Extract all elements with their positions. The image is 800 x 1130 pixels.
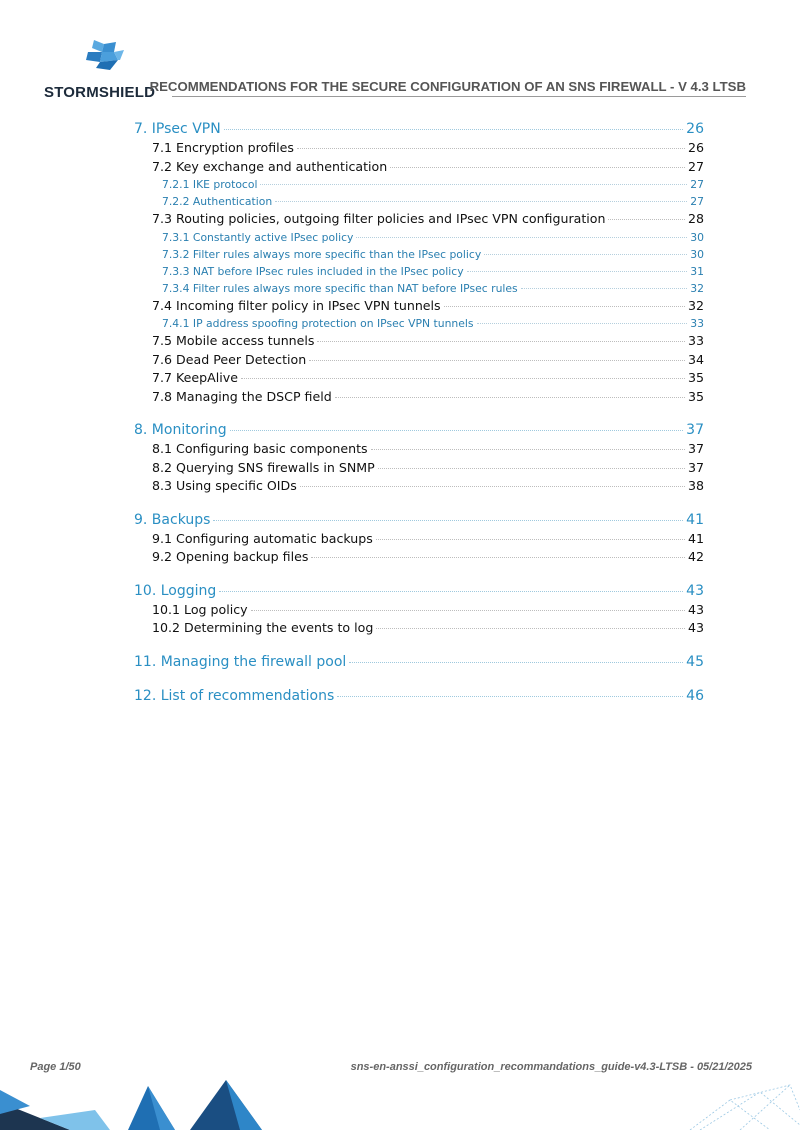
- toc-entry-title: 7.6 Dead Peer Detection: [152, 351, 307, 367]
- toc-entry-level-2[interactable]: [134, 351, 704, 370]
- toc-dot-leader: [275, 201, 687, 202]
- toc-entry-page: 32: [687, 297, 704, 313]
- toc-dot-leader: [311, 557, 685, 558]
- toc-entry-level-1[interactable]: [134, 582, 704, 601]
- toc-entry-title: 8.1 Configuring basic components: [152, 441, 368, 456]
- toc-entry-level-1[interactable]: [134, 687, 704, 706]
- toc-entry-title: 7.2.1 IKE protocol: [162, 178, 258, 191]
- toc-entry-title: 10. Logging: [134, 582, 217, 599]
- toc-dot-leader: [444, 306, 685, 307]
- toc-entry-title: 8. Monitoring: [134, 422, 227, 438]
- toc-entry-title: 7.4.1 IP address spoofing protection on IPsec VPN tunnels: [162, 317, 474, 330]
- toc-entry-page: 33: [690, 317, 704, 330]
- toc-dot-leader: [335, 397, 685, 398]
- toc-entry-level-2[interactable]: [134, 530, 704, 549]
- toc-dot-leader: [317, 341, 684, 342]
- toc-entry-title: 10.1 Log policy: [152, 601, 248, 617]
- toc-entry-page: 37: [687, 459, 704, 475]
- toc-dot-leader: [371, 449, 685, 450]
- toc-entry-title: 7.3.2 Filter rules always more specific than the IPsec policy: [162, 247, 482, 261]
- toc-entry-level-2[interactable]: [134, 440, 704, 459]
- toc-entry-level-3[interactable]: [134, 229, 704, 246]
- toc-entry-page: 27: [687, 158, 704, 174]
- toc-entry-page: 27: [690, 195, 704, 208]
- toc-entry-level-1[interactable]: [134, 511, 704, 530]
- toc-dot-leader: [376, 628, 685, 629]
- toc-entry-page: 41: [687, 530, 704, 546]
- toc-entry-title: 7.2 Key exchange and authentication: [152, 158, 388, 174]
- header-title: RECOMMENDATIONS FOR THE SECURE CONFIGURATION OF AN SNS FIREWALL - V 4.3 LTSB: [149, 79, 746, 94]
- toc-dot-leader: [309, 360, 685, 361]
- toc-entry-level-3[interactable]: [134, 193, 704, 210]
- toc-entry-title: 7.3 Routing policies, outgoing filter policies and IPsec VPN configuration: [152, 211, 606, 226]
- toc-entry-level-3[interactable]: [134, 280, 704, 297]
- toc-entry-level-3[interactable]: [134, 315, 704, 332]
- toc-entry-level-2[interactable]: [134, 548, 704, 567]
- toc-dot-leader: [260, 184, 687, 185]
- table-of-contents: [134, 120, 704, 706]
- toc-entry-level-1[interactable]: [134, 120, 704, 139]
- toc-entry-page: 43: [686, 582, 704, 599]
- toc-entry-page: 46: [686, 687, 704, 704]
- footer-decoration: [0, 1080, 800, 1130]
- toc-entry-level-2[interactable]: [134, 388, 704, 407]
- toc-entry-page: 38: [687, 478, 704, 493]
- toc-entry-title: 7.1 Encryption profiles: [152, 140, 294, 155]
- toc-entry-level-2[interactable]: [134, 369, 704, 388]
- toc-entry-title: 8.2 Querying SNS firewalls in SNMP: [152, 459, 375, 475]
- toc-entry-title: 7.7 KeepAlive: [152, 370, 238, 385]
- toc-entry-page: 26: [687, 140, 704, 155]
- toc-entry-page: 43: [687, 620, 704, 635]
- toc-entry-title: 10.2 Determining the events to log: [152, 620, 374, 635]
- toc-entry-level-1[interactable]: [134, 653, 704, 672]
- toc-entry-level-2[interactable]: [134, 477, 704, 496]
- toc-dot-leader: [230, 430, 683, 431]
- toc-entry-page: 28: [687, 211, 704, 226]
- toc-entry-page: 35: [687, 370, 704, 385]
- toc-entry-title: 7. IPsec VPN: [134, 121, 221, 137]
- toc-dot-leader: [297, 148, 685, 149]
- toc-dot-leader: [390, 167, 685, 168]
- toc-dot-leader: [349, 662, 683, 663]
- toc-entry-level-2[interactable]: [134, 210, 704, 229]
- toc-entry-page: 26: [686, 121, 704, 137]
- toc-dot-leader: [521, 288, 688, 289]
- toc-dot-leader: [378, 468, 685, 469]
- toc-entry-title: 9.1 Configuring automatic backups: [152, 530, 373, 546]
- toc-entry-page: 41: [686, 511, 704, 528]
- toc-entry-page: 30: [690, 230, 704, 244]
- toc-entry-page: 34: [687, 351, 704, 367]
- toc-entry-level-2[interactable]: [134, 459, 704, 478]
- toc-entry-title: 7.8 Managing the DSCP field: [152, 388, 332, 404]
- toc-dot-leader: [467, 271, 688, 272]
- toc-dot-leader: [356, 237, 687, 238]
- toc-entry-page: 35: [687, 388, 704, 404]
- toc-dot-leader: [477, 323, 688, 324]
- toc-dot-leader: [241, 378, 685, 379]
- toc-entry-title: 7.3.3 NAT before IPsec rules included in the IPsec policy: [162, 264, 464, 278]
- toc-entry-page: 37: [687, 441, 704, 456]
- toc-dot-leader: [300, 486, 685, 487]
- toc-entry-title: 12. List of recommendations: [134, 687, 335, 704]
- toc-entry-title: 9. Backups: [134, 511, 211, 528]
- toc-entry-level-2[interactable]: [134, 619, 704, 638]
- toc-entry-level-3[interactable]: [134, 176, 704, 193]
- toc-entry-page: 32: [690, 281, 704, 295]
- toc-dot-leader: [337, 696, 683, 697]
- page-number: Page 1/50: [30, 1061, 81, 1073]
- toc-entry-page: 31: [690, 264, 704, 278]
- toc-entry-page: 27: [690, 178, 704, 191]
- toc-dot-leader: [213, 520, 683, 521]
- stormshield-logo-icon: [84, 38, 126, 74]
- toc-entry-title: 9.2 Opening backup files: [152, 549, 309, 564]
- toc-entry-title: 7.2.2 Authentication: [162, 195, 273, 208]
- toc-entry-page: 43: [687, 601, 704, 617]
- toc-dot-leader: [376, 539, 685, 540]
- toc-entry-page: 45: [686, 653, 704, 670]
- toc-entry-title: 7.4 Incoming filter policy in IPsec VPN tunnels: [152, 297, 441, 313]
- toc-dot-leader: [219, 591, 683, 592]
- toc-entry-title: 8.3 Using specific OIDs: [152, 478, 297, 493]
- toc-entry-title: 7.3.1 Constantly active IPsec policy: [162, 230, 354, 244]
- toc-entry-page: 42: [687, 549, 704, 564]
- toc-entry-level-3[interactable]: [134, 263, 704, 280]
- toc-dot-leader: [224, 129, 683, 130]
- toc-entry-title: 11. Managing the firewall pool: [134, 653, 347, 670]
- logo-wordmark: STORMSHIELD: [44, 84, 156, 101]
- toc-entry-level-2[interactable]: [134, 139, 704, 158]
- toc-entry-level-2[interactable]: [134, 601, 704, 620]
- toc-entry-page: 30: [690, 247, 704, 261]
- toc-entry-title: 7.3.4 Filter rules always more specific than NAT before IPsec rules: [162, 281, 518, 295]
- toc-dot-leader: [484, 254, 687, 255]
- toc-entry-page: 37: [686, 422, 704, 438]
- toc-entry-level-3[interactable]: [134, 246, 704, 263]
- toc-dot-leader: [608, 219, 684, 220]
- toc-entry-level-2[interactable]: [134, 297, 704, 316]
- toc-dot-leader: [251, 610, 685, 611]
- toc-entry-level-2[interactable]: [134, 158, 704, 177]
- header-rule: [172, 96, 746, 97]
- toc-entry-page: 33: [687, 333, 704, 348]
- toc-entry-level-1[interactable]: [134, 421, 704, 440]
- toc-entry-level-2[interactable]: [134, 332, 704, 351]
- toc-entry-title: 7.5 Mobile access tunnels: [152, 333, 315, 348]
- document-reference: sns-en-anssi_configuration_recommandations_guide-v4.3-LTSB - 05/21/2025: [350, 1061, 752, 1073]
